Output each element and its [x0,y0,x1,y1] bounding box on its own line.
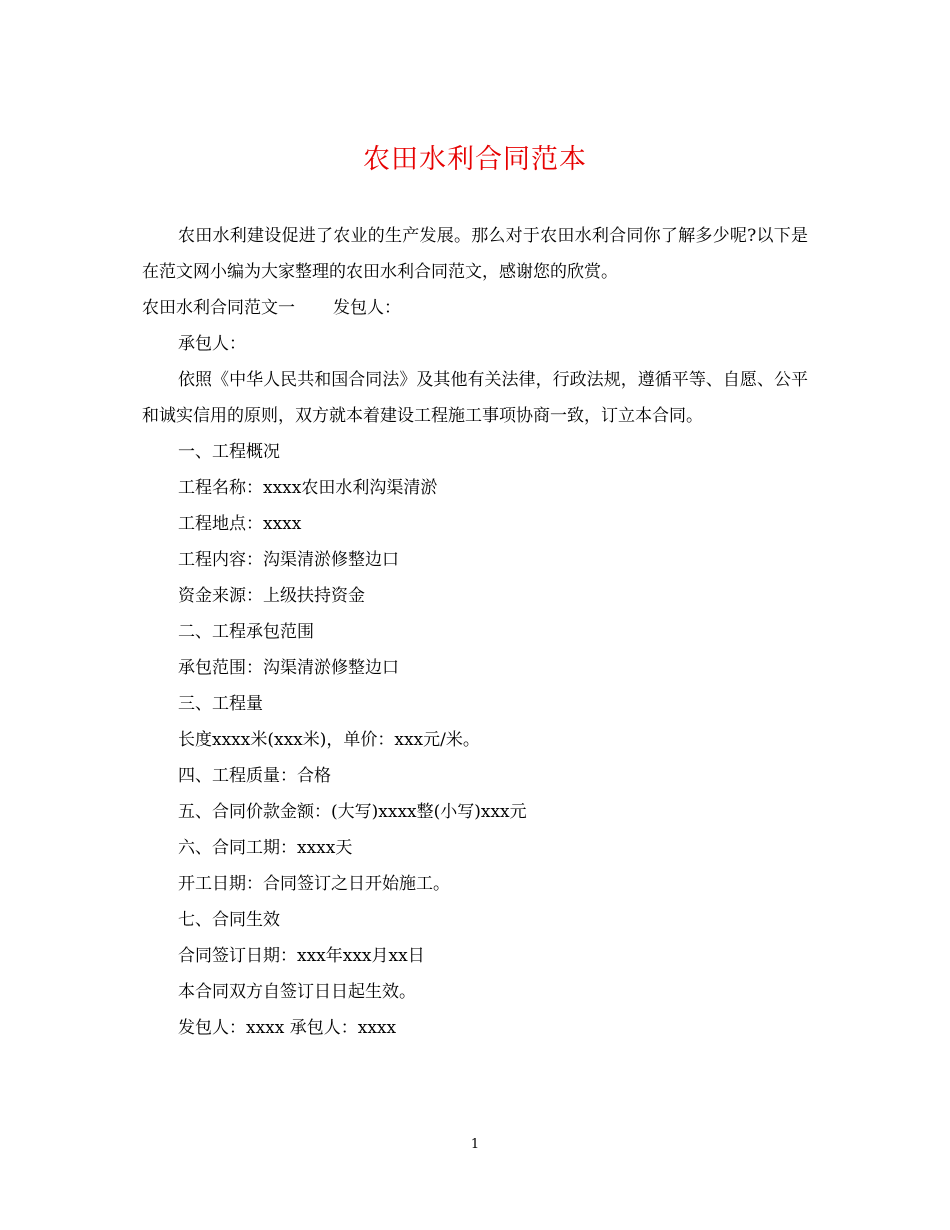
clause-line: 开工日期：合同签订之日开始施工。 [178,874,450,894]
clause-line: 一、工程概况 [178,442,280,462]
preamble-paragraph: 依照《中华人民共和国合同法》及其他有关法律，行政法规，遵循平等、自愿、公平和诚实信用的原则，双方就本着建设工程施工事项协商一致，订立本合同。 [142,370,808,426]
clause-line: 六、合同工期：xxxx天 [178,838,353,858]
clause-line: 资金来源：上级扶持资金 [178,586,365,606]
clause-line: 本合同双方自签订日日起生效。 [178,982,416,1002]
clause-line: 工程名称：xxxx农田水利沟渠清淤 [178,478,438,498]
clause-line: 五、合同价款金额：(大写)xxxx整(小写)xxx元 [178,802,527,822]
intro-paragraph: 农田水利建设促进了农业的生产发展。那么对于农田水利合同你了解多少呢?以下是在范文网小编为大家整理的农田水利合同范文，感谢您的欣赏。 [142,226,808,282]
clause-line: 四、工程质量：合格 [178,766,331,786]
clause-line: 二、工程承包范围 [178,622,314,642]
clause-line: 承包范围：沟渠清淤修整边口 [178,658,399,678]
clause-line: 发包人：xxxx 承包人：xxxx [178,1018,397,1038]
page-number: 1 [470,1137,480,1152]
document-body [142,218,808,1046]
clause-line: 长度xxxx米(xxx米)，单价：xxx元/米。 [178,730,480,750]
contractor-label: 承包人： [178,334,246,354]
clause-line: 三、工程量 [178,694,263,714]
clause-line: 工程内容：沟渠清淤修整边口 [178,550,399,570]
section-heading: 农田水利合同范文一 [142,298,295,318]
section-heading-line [142,290,808,326]
clause-line: 合同签订日期：xxx年xxx月xx日 [178,946,425,966]
document-title: 农田水利合同范本 [363,144,587,175]
clause-line: 七、合同生效 [178,910,280,930]
clause-line: 工程地点：xxxx [178,514,302,534]
employer-label: 发包人： [333,298,401,318]
